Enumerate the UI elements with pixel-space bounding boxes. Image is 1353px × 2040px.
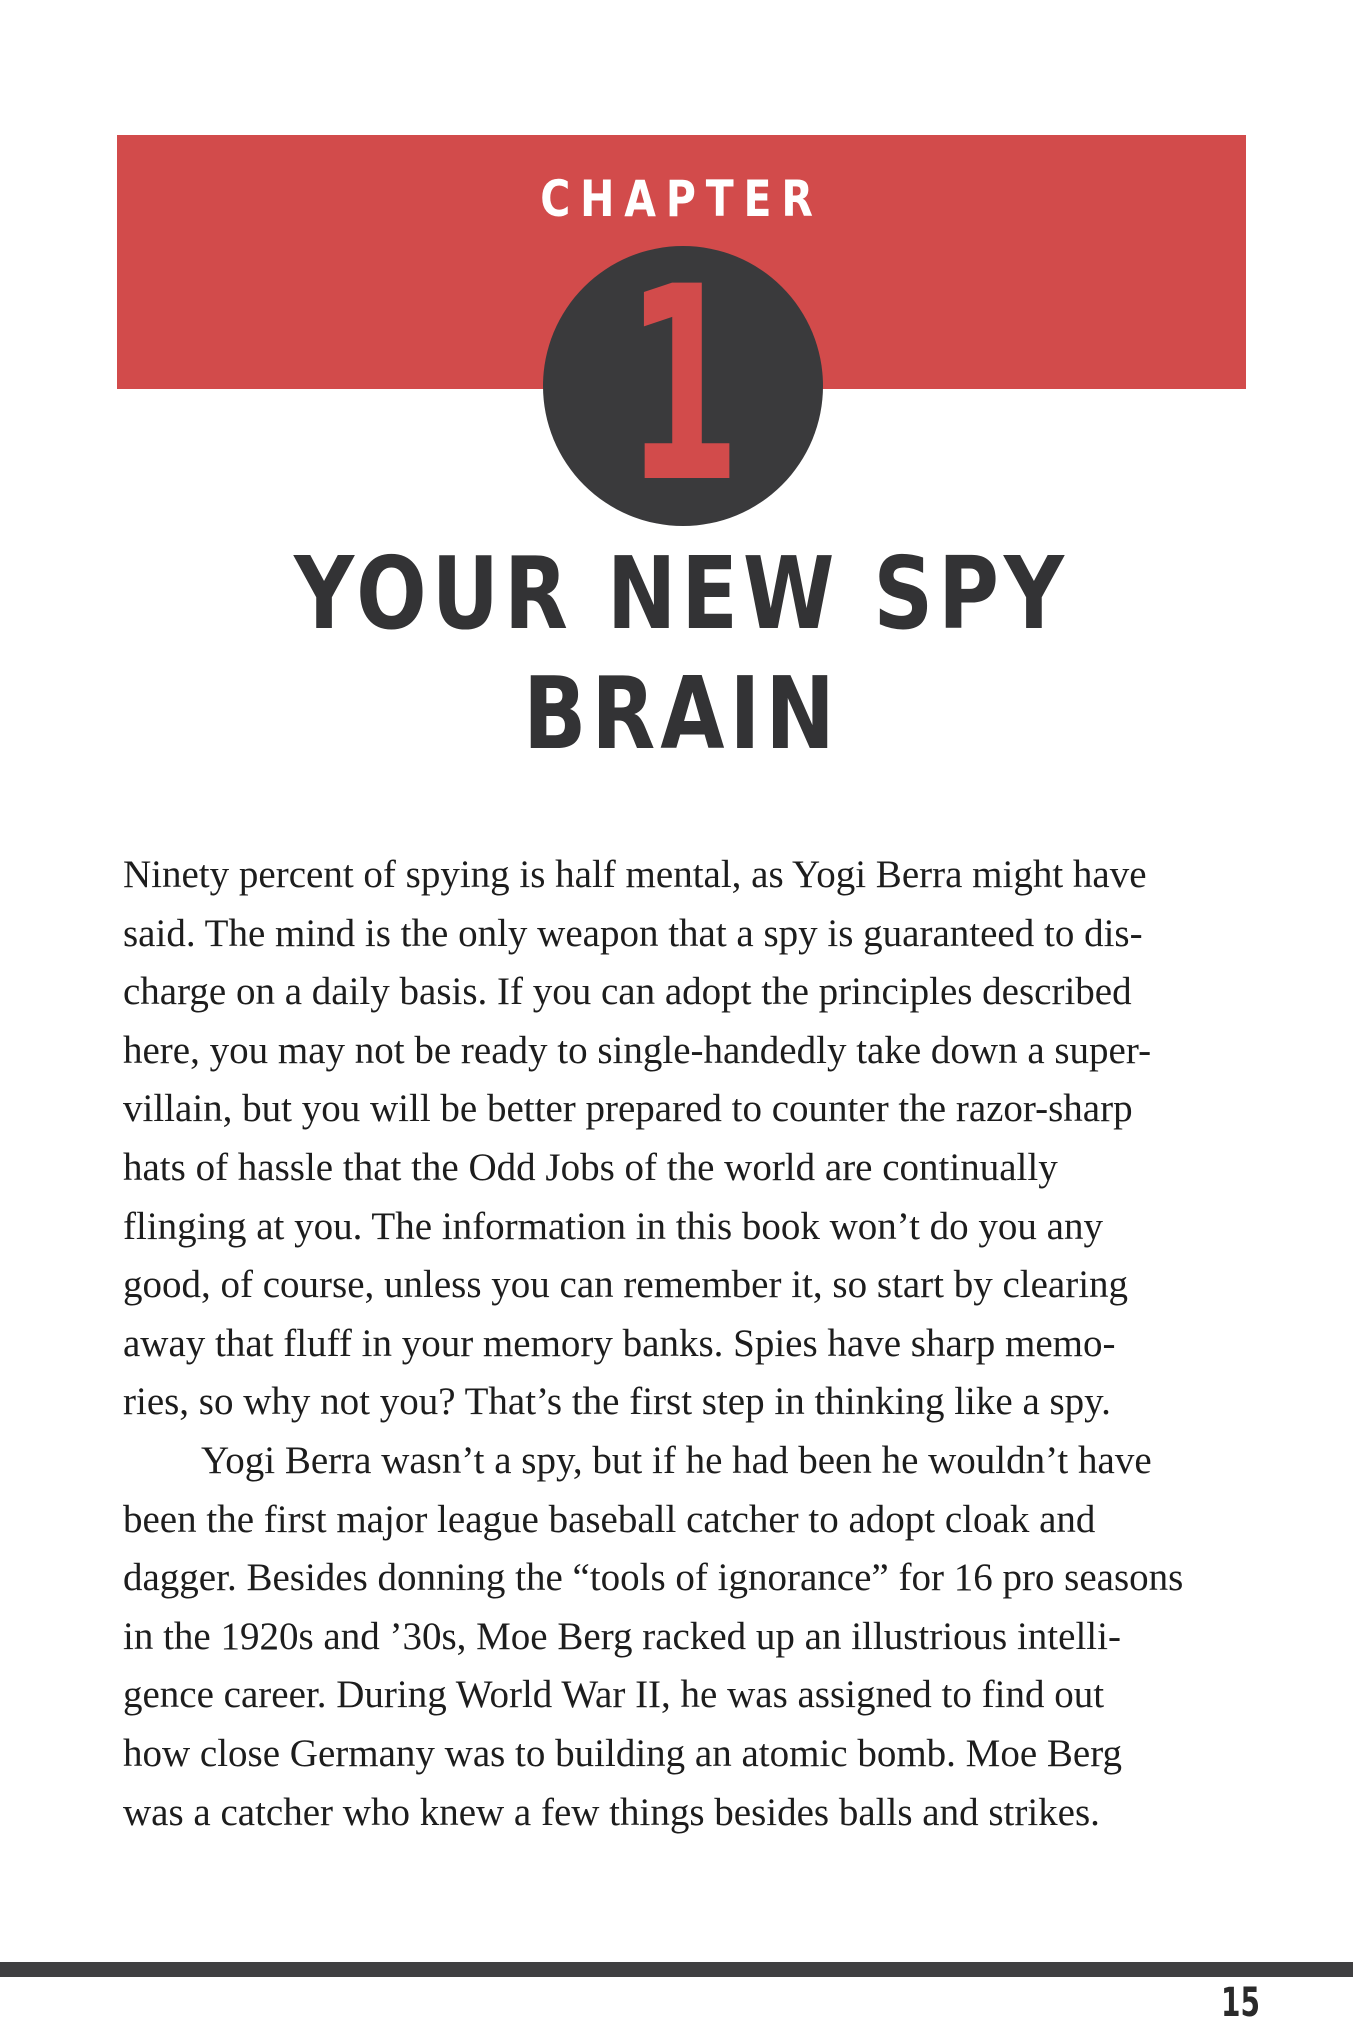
text-line: Yogi Berra wasn’t a spy, but if he had been he wouldn’t have (201, 1438, 1152, 1482)
footer-rule (0, 1962, 1353, 1977)
text-line: gence career. During World War II, he was assigned to find out (123, 1673, 1105, 1717)
chapter-number: 1 (625, 230, 741, 542)
body-text (123, 846, 1233, 1842)
paragraph-2 (123, 1432, 1233, 1842)
chapter-label: CHAPTER (540, 170, 823, 228)
text-line: Ninety percent of spying is half mental, as Yogi Berra might have (123, 853, 1147, 896)
text-line: dagger. Besides donning the “tools of ignorance” for 16 pro seasons (123, 1556, 1184, 1600)
text-line: said. The mind is the only weapon that a spy is guaranteed to dis- (123, 911, 1143, 955)
text-line: in the 1920s and ’30s, Moe Berg racked up an illustrious intelli- (123, 1614, 1121, 1658)
text-line: charge on a daily basis. If you can adopt the principles described (123, 970, 1132, 1014)
text-line: how close Germany was to building an atomic bomb. Moe Berg (123, 1731, 1123, 1775)
text-line: hats of hassle that the Odd Jobs of the world are continually (123, 1145, 1058, 1189)
text-line: been the first major league baseball catcher to adopt cloak and (123, 1497, 1096, 1541)
text-line: villain, but you will be better prepared to counter the razor-sharp (123, 1087, 1133, 1131)
chapter-title: YOUR NEW SPY BRAIN (294, 535, 1069, 772)
text-line: good, of course, unless you can remember it, so start by clearing (123, 1263, 1129, 1307)
paragraph-1 (123, 846, 1233, 1432)
text-line: here, you may not be ready to single-handedly take down a super- (123, 1028, 1152, 1072)
page-number: 15 (1221, 1980, 1260, 2026)
text-line: ries, so why not you? That’s the first step in thinking like a spy. (123, 1380, 1111, 1424)
text-line: away that fluff in your memory banks. Spies have sharp memo- (123, 1321, 1116, 1365)
text-line: was a catcher who knew a few things besides balls and strikes. (123, 1790, 1100, 1834)
text-line: flinging at you. The information in this book won’t do you any (123, 1204, 1103, 1248)
